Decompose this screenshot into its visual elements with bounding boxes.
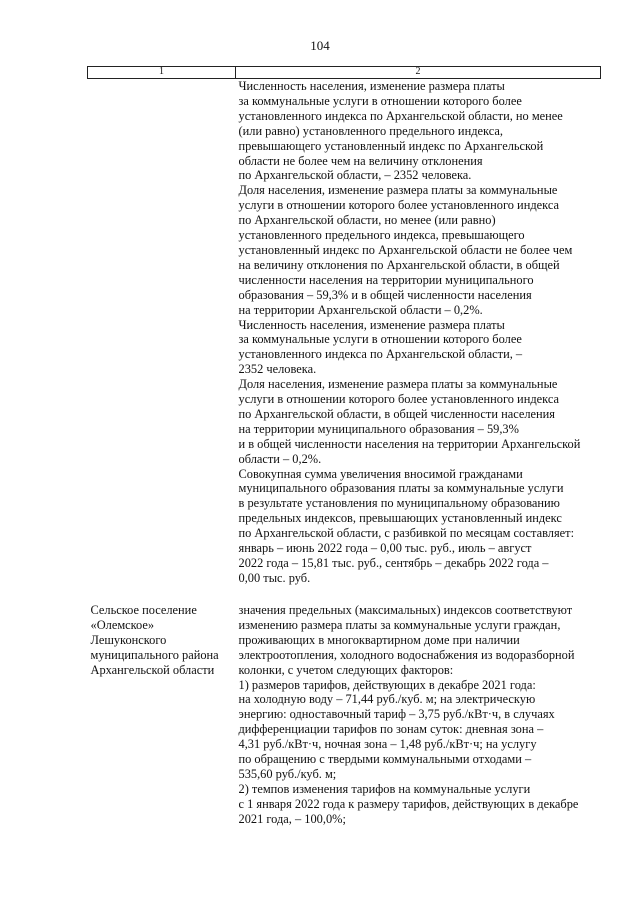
description-text-line: на территории муниципального образования – 59,3% <box>238 421 519 436</box>
description-text-line: области – 0,2%. <box>238 451 322 466</box>
description-text-line: на холодную воду – 71,44 руб./куб. м; на электрическую <box>238 692 536 707</box>
description-text-line: с 1 января 2022 года к размеру тарифов, действующих в декабре <box>238 796 579 811</box>
municipality-cell <box>88 603 236 827</box>
document-table <box>87 66 601 827</box>
description-text-line: энергию: одноставочный тариф – 3,75 руб./кВт·ч, в случаях <box>238 707 555 722</box>
description-text-line: предельных индексов, превышающих установленный индекс <box>238 511 562 526</box>
description-text-line: значения предельных (максимальных) индексов соответствуют <box>238 603 573 617</box>
description-text-line: области не более чем на величину отклонения <box>238 153 483 168</box>
municipality-name-line: муниципального района <box>90 647 219 662</box>
page-number: 104 <box>310 38 330 53</box>
description-text-line: 535,60 руб./куб. м; <box>238 766 337 781</box>
municipality-cell <box>88 79 236 604</box>
description-text-line: за коммунальные услуги в отношении которого более <box>238 332 522 347</box>
table-row <box>88 603 601 827</box>
description-text-line: 2022 года – 15,81 тыс. руб., сентябрь – декабрь 2022 года – <box>238 556 549 570</box>
description-text-line: в результате установления по муниципальному образованию <box>238 496 560 511</box>
description-text-line: электроотопления, холодного водоснабжения из водоразборной <box>238 647 575 662</box>
description-text-line: услуги в отношении которого более установленного индекса <box>238 392 559 407</box>
description-text-line: (или равно) установленного предельного индекса, <box>238 123 503 138</box>
description-text-line: по Архангельской области, с разбивкой по месяцам составляет: <box>238 526 575 541</box>
description-text-line: образования – 59,3% и в общей численности населения <box>238 287 532 302</box>
description-cell <box>236 603 601 827</box>
description-text-line: дифференциации тарифов по зонам суток: дневная зона – <box>238 722 544 737</box>
municipality-name-line: «Олемское» <box>90 617 155 632</box>
description-text-line: 0,00 тыс. руб. <box>238 570 311 585</box>
description-text-line: по Архангельской области, в общей численности населения <box>238 406 556 421</box>
description-text-line: установленного индекса по Архангельской области, но менее <box>238 108 563 123</box>
description-text-line: на величину отклонения по Архангельской области, в общей <box>238 257 560 272</box>
description-text-line: превышающего установленный индекс по Архангельской <box>238 138 544 153</box>
column-number-1: 1 <box>88 67 236 79</box>
description-text-line: январь – июнь 2022 года – 0,00 тыс. руб., июль – август <box>238 541 532 556</box>
description-text-line: по обращению с твердыми коммунальными отходами – <box>238 752 532 767</box>
description-cell <box>236 79 601 604</box>
description-text-line: 2021 года, – 100,0%; <box>238 811 346 826</box>
description-text-line: и в общей численности населения на территории Архангельской <box>238 436 581 451</box>
description-text-line: по Архангельской области, – 2352 человека. <box>238 168 472 183</box>
description-text-line: проживающих в многоквартирном доме при наличии <box>238 632 520 647</box>
description-text-line: 2352 человека. <box>238 362 317 377</box>
description-text-line: численности населения на территории муниципального <box>238 272 534 287</box>
description-text-line: изменению размера платы за коммунальные услуги граждан, <box>238 617 561 632</box>
description-text-line: 4,31 руб./кВт·ч, ночная зона – 1,48 руб./кВт·ч; на услугу <box>238 737 537 752</box>
description-text-line: Численность населения, изменение размера платы <box>238 79 505 93</box>
description-text-line: по Архангельской области, но менее (или равно) <box>238 213 496 228</box>
description-text-line: 2) темпов изменения тарифов на коммунальные услуги <box>238 781 531 796</box>
description-text-line: Совокупная сумма увеличения вносимой гражданами <box>238 466 523 481</box>
description-text-line: 1) размеров тарифов, действующих в декабре 2021 года: <box>238 677 536 692</box>
description-text-line: за коммунальные услуги в отношении которого более <box>238 93 522 108</box>
description-text-line: колонки, с учетом следующих факторов: <box>238 662 454 677</box>
description-text-line: установленного индекса по Архангельской области, – <box>238 347 523 362</box>
description-text-line: установленный индекс по Архангельской области не более чем <box>238 242 573 257</box>
table-header-row <box>88 67 601 79</box>
description-text-line: на территории Архангельской области – 0,2%. <box>238 302 483 317</box>
municipality-name-line: Архангельской области <box>90 662 215 677</box>
municipality-name-line: Сельское поселение <box>90 603 197 617</box>
description-text-line: Численность населения, изменение размера платы <box>238 317 505 332</box>
description-text-line: муниципального образования платы за коммунальные услуги <box>238 481 564 496</box>
description-text-line: Доля населения, изменение размера платы за коммунальные <box>238 183 558 198</box>
description-text-line: установленного предельного индекса, превышающего <box>238 228 525 243</box>
table-row <box>88 79 601 604</box>
column-number-2: 2 <box>236 67 601 79</box>
description-text-line: Доля населения, изменение размера платы за коммунальные <box>238 377 558 392</box>
description-text-line: услуги в отношении которого более установленного индекса <box>238 198 559 213</box>
municipality-name-line: Лешуконского <box>90 632 167 647</box>
